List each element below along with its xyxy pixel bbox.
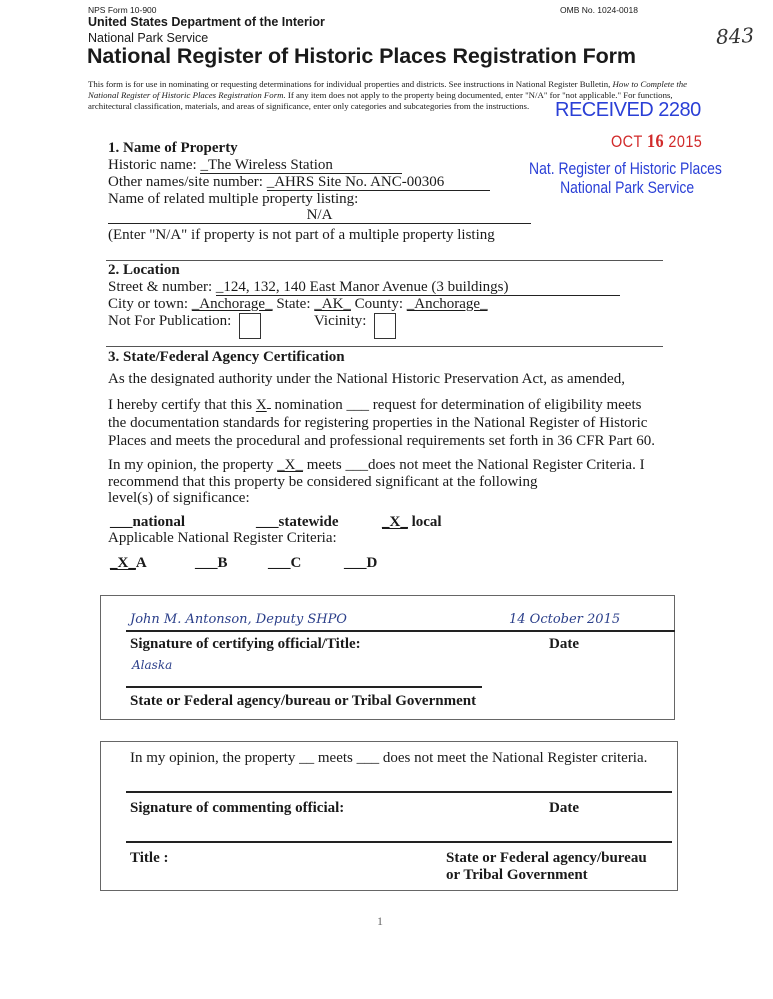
page-number: 1 xyxy=(377,914,383,928)
street-row xyxy=(108,279,620,296)
street-field[interactable]: _124, 132, 140 East Manor Avenue (3 buildings) xyxy=(216,280,620,296)
form-number: NPS Form 10-900 xyxy=(88,5,157,15)
commenting-does-not-meet-label: does not meet the National Register criteria. xyxy=(379,750,648,766)
commenting-meets-label: meets xyxy=(314,750,357,766)
criteria-d[interactable] xyxy=(344,555,377,572)
does-not-meet-mark[interactable]: ___ xyxy=(345,457,368,473)
opinion-line-3: level(s) of significance: xyxy=(108,490,250,506)
state-label: State: xyxy=(276,296,311,312)
criteria-d-label: D xyxy=(366,555,378,571)
meets-mark[interactable]: _X_ xyxy=(277,457,303,473)
stamp-month: OCT xyxy=(611,132,643,151)
commenting-opinion-text: In my opinion, the property xyxy=(130,750,300,766)
department-name: United States Department of the Interior xyxy=(88,15,325,29)
request-mark[interactable]: ___ xyxy=(346,397,370,413)
certify-line-3: Places and meets the procedural and professional requirements set forth in 36 CFR Part 60. xyxy=(108,433,655,449)
level-statewide-label: statewide xyxy=(278,514,339,530)
certifying-date[interactable]: 14 October 2015 xyxy=(509,612,621,627)
bulletin-title: How to Complete the National Register of Historic Places Registration Form. xyxy=(88,79,688,100)
intro-text-2: If any item does not apply to the property being documented, enter "N/A" for "not applicable." For functions, architectural classification, materials, and areas of significance, enter only categories and subcategories from the instructions. xyxy=(88,90,673,111)
level-local-label: local xyxy=(411,514,442,530)
stamp-day: 16 xyxy=(646,131,664,152)
county-field[interactable]: _Anchorage_ xyxy=(406,296,488,312)
opinion-line-2: recommend that this property be considered significant at the following xyxy=(108,474,538,490)
level-local-mark: _X_ xyxy=(382,514,408,530)
certifying-signature[interactable]: John M. Antonson, Deputy SHPO xyxy=(130,612,347,627)
vicinity-checkbox[interactable] xyxy=(374,313,396,339)
section-divider xyxy=(106,346,663,347)
certifying-date-label: Date xyxy=(549,636,579,652)
level-national-label: national xyxy=(132,514,186,530)
opinion-text: In my opinion, the property xyxy=(108,457,278,473)
certify-line-1 xyxy=(108,397,641,414)
intro-text-1: This form is for use in nominating or requesting determinations for individual properties and districts. See instructions in National Register Bulletin, xyxy=(88,79,613,89)
received-stamp: RECEIVED 2280 xyxy=(555,99,701,121)
historic-name-row xyxy=(108,157,402,174)
city-label: City or town: xyxy=(108,296,189,312)
criteria-a-mark: _X_ xyxy=(110,555,136,571)
commenting-meets-mark[interactable]: __ xyxy=(299,750,315,766)
other-names-row xyxy=(108,174,490,191)
commenting-opinion xyxy=(130,750,647,767)
criteria-b-label: B xyxy=(217,555,228,571)
certifying-signature-label: Signature of certifying official/Title: xyxy=(130,636,361,652)
certifying-agency-label: State or Federal agency/bureau or Tribal Government xyxy=(130,693,477,709)
level-national[interactable] xyxy=(110,514,185,531)
handwritten-page-number: 843 xyxy=(715,23,755,49)
stamp-line-2: National Park Service xyxy=(560,178,695,197)
city-field[interactable]: _Anchorage_ xyxy=(191,296,273,312)
section-2-heading: 2. Location xyxy=(108,262,180,278)
agency-name: National Park Service xyxy=(88,31,209,45)
commenting-agency-label-1: State or Federal agency/bureau xyxy=(446,850,647,866)
signature-line xyxy=(126,630,675,632)
commenting-does-not-meet-mark[interactable]: ___ xyxy=(356,750,380,766)
level-national-mark: ___ xyxy=(110,514,133,530)
section-divider xyxy=(106,260,663,261)
level-statewide-mark: ___ xyxy=(256,514,279,530)
commenting-signature-line xyxy=(126,791,672,793)
meets-label: meets xyxy=(302,457,346,473)
vicinity-label: Vicinity: xyxy=(314,313,367,329)
other-names-label: Other names/site number: xyxy=(108,174,263,190)
criteria-b-mark: ___ xyxy=(195,555,218,571)
state-field[interactable]: _AK_ xyxy=(314,296,351,312)
certifying-agency[interactable]: Alaska xyxy=(132,658,173,672)
nomination-label: nomination xyxy=(270,397,347,413)
commenting-agency-label-2: or Tribal Government xyxy=(446,867,588,883)
omb-number: OMB No. 1024-0018 xyxy=(560,5,638,15)
related-listing-note: (Enter "N/A" if property is not part of a multiple property listing xyxy=(108,227,495,243)
request-label: request for determination of eligibility meets xyxy=(369,397,642,413)
stamp-year: 2015 xyxy=(668,132,703,151)
level-local[interactable] xyxy=(382,514,442,531)
section-1-heading: 1. Name of Property xyxy=(108,140,238,156)
level-statewide[interactable] xyxy=(256,514,339,531)
register-stamp xyxy=(529,159,722,197)
commenting-title-label: Title : xyxy=(130,850,169,866)
certify-text: I hereby certify that this xyxy=(108,397,256,413)
opinion-line-1 xyxy=(108,457,645,474)
historic-name-label: Historic name: xyxy=(108,157,197,173)
criteria-b[interactable] xyxy=(195,555,228,572)
commenting-date-label: Date xyxy=(549,800,579,816)
county-label: County: xyxy=(354,296,404,312)
certify-line-2: the documentation standards for registering properties in the National Register of Historic xyxy=(108,415,648,431)
agency-line xyxy=(126,686,482,688)
criteria-label: Applicable National Register Criteria: xyxy=(108,530,337,546)
section-3-heading: 3. State/Federal Agency Certification xyxy=(108,349,345,365)
criteria-c-label: C xyxy=(290,555,302,571)
other-names-field[interactable]: _AHRS Site No. ANC-00306 xyxy=(267,175,490,191)
criteria-c[interactable] xyxy=(268,555,301,572)
does-not-meet-label: does not meet the National Register Criteria. I xyxy=(367,457,645,473)
city-row xyxy=(108,296,488,313)
authority-text: As the designated authority under the National Historic Preservation Act, as amended, xyxy=(108,371,625,387)
commenting-signature-label: Signature of commenting official: xyxy=(130,800,345,816)
criteria-a-label: A xyxy=(135,555,147,571)
criteria-a[interactable] xyxy=(110,555,147,572)
criteria-d-mark: ___ xyxy=(344,555,367,571)
page-title: National Register of Historic Places Registration Form xyxy=(87,44,636,68)
nomination-mark[interactable]: X xyxy=(255,397,267,413)
related-listing-label: Name of related multiple property listing: xyxy=(108,191,359,207)
criteria-c-mark: ___ xyxy=(268,555,291,571)
stamp-line-1: Nat. Register of Historic Places xyxy=(529,159,722,178)
related-listing-field[interactable]: N/A xyxy=(108,208,531,224)
received-date-stamp xyxy=(611,131,702,153)
not-for-publication-checkbox[interactable] xyxy=(239,313,261,339)
historic-name-field[interactable]: _The Wireless Station xyxy=(200,158,402,174)
not-for-publication-label: Not For Publication: xyxy=(108,313,232,329)
street-label: Street & number: xyxy=(108,279,213,295)
commenting-title-line xyxy=(126,841,672,843)
